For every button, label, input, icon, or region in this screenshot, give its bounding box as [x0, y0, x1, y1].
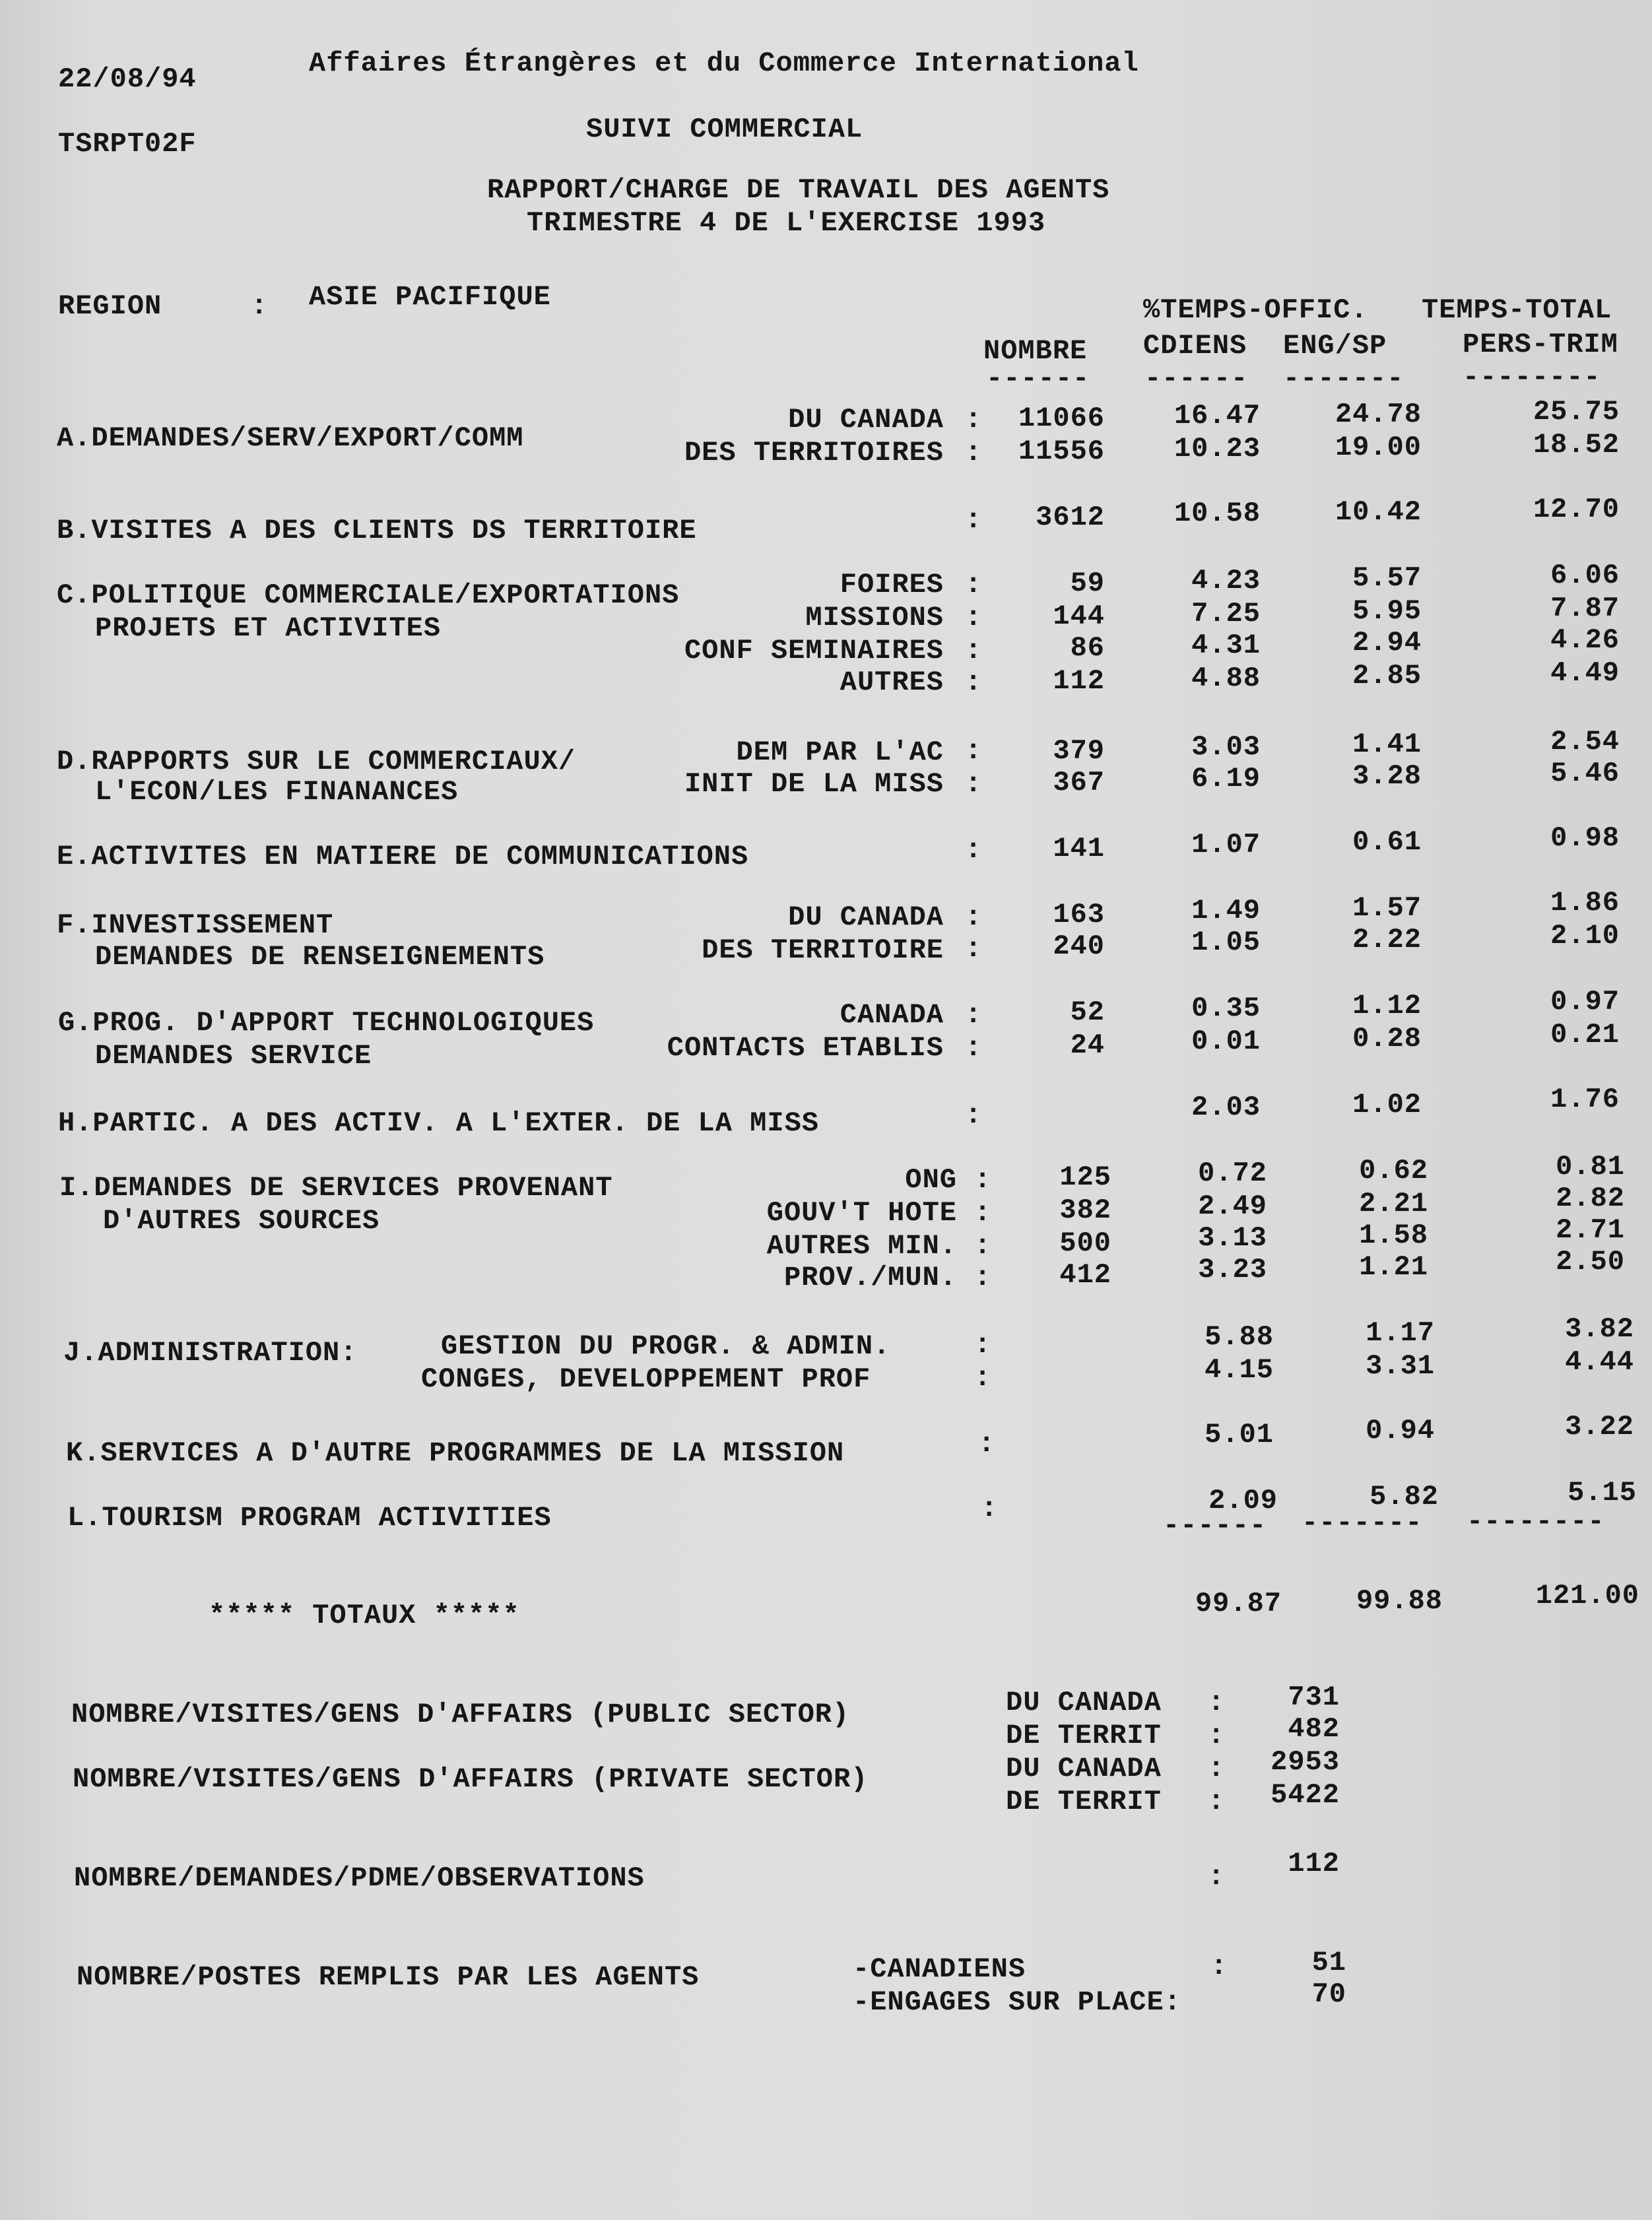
row-category: DEMANDES DE RENSEIGNEMENTS: [95, 941, 545, 973]
row-engsp: 24.78: [1335, 399, 1422, 430]
summary-value: 731: [1288, 1681, 1340, 1713]
column-cdiens-header: CDIENS: [1143, 330, 1247, 362]
column-perstrim-header: PERS-TRIM: [1463, 329, 1618, 360]
row-cdiens: 4.31: [1191, 630, 1261, 661]
row-separator: :: [974, 1262, 992, 1293]
row-separator: :: [965, 933, 983, 965]
row-separator: :: [965, 504, 983, 536]
column-engsp-rule: -------: [1283, 363, 1404, 395]
row-engsp: 0.28: [1352, 1023, 1422, 1055]
row-perstrim: 5.46: [1550, 758, 1620, 789]
row-cdiens: 3.03: [1191, 731, 1261, 763]
row-perstrim: 2.54: [1550, 726, 1620, 758]
totals-perstrim: 121.00: [1535, 1580, 1639, 1612]
row-subcategory: MISSIONS: [805, 602, 944, 634]
summary-sublabel: -ENGAGES SUR PLACE:: [853, 1986, 1181, 2018]
summary-value: 5422: [1271, 1779, 1340, 1811]
row-separator: :: [965, 735, 983, 767]
row-perstrim: 7.87: [1550, 593, 1620, 624]
summary-separator: :: [1208, 1861, 1226, 1893]
row-separator: :: [965, 768, 983, 800]
row-subcategory: CANADA: [840, 999, 944, 1031]
row-cdiens: 3.13: [1198, 1222, 1267, 1254]
row-category: PROJETS ET ACTIVITES: [95, 612, 442, 644]
row-category: B.VISITES A DES CLIENTS DS TERRITOIRE: [57, 515, 697, 546]
row-nombre: 367: [1053, 767, 1105, 799]
row-subcategory: GESTION DU PROGR. & ADMIN.: [441, 1330, 891, 1362]
row-nombre: 59: [1070, 568, 1105, 599]
row-subcategory: AUTRES: [840, 667, 944, 698]
row-category: F.INVESTISSEMENT: [57, 909, 334, 941]
row-category: H.PARTIC. A DES ACTIV. A L'EXTER. DE LA MISS: [58, 1107, 819, 1139]
row-nombre: 500: [1059, 1227, 1111, 1259]
row-nombre: 11556: [1018, 436, 1105, 467]
row-category: D.RAPPORTS SUR LE COMMERCIAUX/: [57, 746, 576, 777]
report-date: 22/08/94: [58, 63, 197, 95]
row-cdiens: 1.49: [1191, 895, 1261, 927]
row-cdiens: 3.23: [1198, 1254, 1267, 1286]
summary-separator: :: [1208, 1687, 1226, 1718]
row-engsp: 1.57: [1352, 892, 1422, 924]
row-subcategory: PROV./MUN.: [783, 1262, 957, 1293]
row-perstrim: 12.70: [1533, 494, 1620, 525]
summary-sublabel: DE TERRIT: [1006, 1786, 1162, 1817]
row-nombre: 86: [1070, 632, 1105, 664]
row-perstrim: 4.49: [1550, 657, 1620, 689]
summary-value: 51: [1311, 1947, 1346, 1978]
summary-label: NOMBRE/DEMANDES/PDME/OBSERVATIONS: [74, 1862, 645, 1894]
row-engsp: 0.94: [1366, 1415, 1435, 1447]
row-cdiens: 7.25: [1191, 598, 1261, 630]
summary-label: NOMBRE/VISITES/GENS D'AFFAIRS (PUBLIC SECTOR): [71, 1699, 850, 1730]
report-title: RAPPORT/CHARGE DE TRAVAIL DES AGENTS: [487, 174, 1110, 206]
row-separator: :: [965, 999, 983, 1031]
row-nombre: 412: [1059, 1259, 1111, 1291]
row-cdiens: 4.23: [1191, 565, 1261, 597]
row-engsp: 2.21: [1359, 1188, 1428, 1220]
row-perstrim: 4.44: [1565, 1346, 1634, 1378]
totals-cdiens: 99.87: [1195, 1588, 1282, 1619]
row-subcategory: DES TERRITOIRES: [684, 437, 944, 469]
row-perstrim: 2.10: [1550, 920, 1620, 952]
row-nombre: 163: [1053, 899, 1105, 930]
row-subcategory: ONG: [905, 1164, 957, 1196]
totals-engsp-rule: -------: [1302, 1507, 1423, 1539]
row-subcategory: DU CANADA: [788, 901, 944, 933]
row-perstrim: 2.50: [1556, 1246, 1625, 1278]
row-separator: :: [965, 834, 983, 866]
row-perstrim: 3.22: [1565, 1411, 1634, 1443]
row-separator: :: [965, 569, 983, 601]
row-engsp: 2.94: [1352, 627, 1422, 659]
row-engsp: 0.61: [1352, 826, 1422, 858]
column-engsp-header: ENG/SP: [1283, 330, 1387, 362]
row-cdiens: 4.15: [1205, 1354, 1274, 1386]
row-cdiens: 5.88: [1205, 1321, 1274, 1353]
column-group-header: %TEMPS-OFFIC.: [1143, 294, 1368, 326]
column-perstrim-rule: --------: [1463, 362, 1601, 393]
row-engsp: 1.41: [1352, 729, 1422, 760]
region-value: ASIE PACIFIQUE: [309, 281, 551, 313]
row-perstrim: 3.82: [1565, 1313, 1634, 1345]
row-perstrim: 0.81: [1556, 1151, 1625, 1183]
row-nombre: 379: [1053, 735, 1105, 767]
row-cdiens: 0.72: [1198, 1158, 1267, 1189]
row-category: K.SERVICES A D'AUTRE PROGRAMMES DE LA MISSION: [66, 1437, 845, 1469]
row-nombre: 141: [1053, 833, 1105, 865]
summary-separator: :: [1208, 1720, 1226, 1751]
row-category: E.ACTIVITES EN MATIERE DE COMMUNICATIONS: [57, 841, 749, 872]
row-nombre: 24: [1070, 1029, 1105, 1061]
row-separator: :: [965, 635, 983, 667]
row-engsp: 0.62: [1359, 1155, 1428, 1187]
row-perstrim: 0.97: [1550, 986, 1620, 1018]
row-cdiens: 1.05: [1191, 927, 1261, 958]
summary-value: 70: [1311, 1978, 1346, 2010]
row-separator: :: [981, 1493, 999, 1524]
column-nombre-header: NOMBRE: [983, 335, 1088, 367]
row-category: J.ADMINISTRATION:: [63, 1337, 358, 1369]
row-subcategory: DU CANADA: [788, 404, 944, 436]
summary-value: 112: [1288, 1848, 1340, 1879]
row-engsp: 5.82: [1370, 1481, 1439, 1513]
row-category: I.DEMANDES DE SERVICES PROVENANT: [59, 1172, 613, 1204]
totals-perstrim-rule: --------: [1467, 1506, 1605, 1538]
row-engsp: 1.17: [1366, 1317, 1435, 1349]
summary-sublabel: DU CANADA: [1006, 1687, 1162, 1718]
row-perstrim: 1.86: [1550, 887, 1620, 919]
row-category: C.POLITIQUE COMMERCIALE/EXPORTATIONS: [57, 579, 680, 611]
totals-cdiens-rule: ------: [1163, 1510, 1267, 1542]
summary-value: 2953: [1271, 1746, 1340, 1778]
row-engsp: 1.12: [1352, 990, 1422, 1022]
region-separator: :: [251, 290, 269, 322]
row-cdiens: 16.47: [1173, 400, 1261, 432]
row-cdiens: 0.01: [1191, 1026, 1261, 1057]
row-cdiens: 10.23: [1173, 433, 1261, 465]
row-perstrim: 5.15: [1568, 1477, 1637, 1509]
row-cdiens: 4.88: [1191, 663, 1261, 694]
row-separator: :: [965, 602, 983, 634]
row-separator: :: [965, 437, 983, 469]
row-subcategory: GOUV'T HOTE: [766, 1197, 957, 1229]
column-nombre-rule: ------: [986, 363, 1090, 395]
row-engsp: 19.00: [1335, 432, 1422, 463]
row-perstrim: 0.21: [1550, 1019, 1620, 1051]
row-engsp: 10.42: [1335, 496, 1422, 528]
row-nombre: 52: [1070, 996, 1105, 1028]
summary-sublabel: -CANADIENS: [853, 1953, 1026, 1985]
row-subcategory: CONGES, DEVELOPPEMENT PROF: [421, 1363, 871, 1395]
row-separator: :: [974, 1230, 992, 1262]
row-category: G.PROG. D'APPORT TECHNOLOGIQUES: [58, 1007, 595, 1039]
region-label: REGION: [58, 290, 162, 322]
row-cdiens: 10.58: [1173, 498, 1261, 529]
row-engsp: 5.95: [1352, 595, 1422, 627]
row-separator: :: [965, 667, 983, 698]
ministry-name: Affaires Étrangères et du Commerce International: [309, 48, 1139, 79]
row-nombre: 125: [1059, 1161, 1111, 1193]
row-engsp: 5.57: [1352, 562, 1422, 594]
row-perstrim: 18.52: [1533, 429, 1620, 461]
row-perstrim: 25.75: [1533, 396, 1620, 428]
row-separator: :: [965, 404, 983, 436]
row-engsp: 2.85: [1352, 660, 1422, 692]
row-nombre: 112: [1053, 665, 1105, 697]
row-engsp: 1.58: [1359, 1220, 1428, 1251]
row-nombre: 11066: [1018, 403, 1105, 434]
row-subcategory: FOIRES: [840, 569, 944, 601]
row-cdiens: 2.09: [1208, 1485, 1278, 1517]
report-code: TSRPT02F: [58, 128, 197, 160]
row-nombre: 240: [1053, 930, 1105, 962]
summary-sublabel: DU CANADA: [1006, 1753, 1162, 1784]
row-cdiens: 6.19: [1191, 763, 1261, 795]
row-cdiens: 2.49: [1198, 1191, 1267, 1222]
summary-value: 482: [1288, 1713, 1340, 1745]
row-subcategory: AUTRES MIN.: [766, 1230, 957, 1262]
summary-label: NOMBRE/VISITES/GENS D'AFFAIRS (PRIVATE SECTOR): [73, 1763, 869, 1795]
row-engsp: 3.31: [1366, 1350, 1435, 1382]
row-subcategory: CONTACTS ETABLIS: [667, 1032, 944, 1064]
row-category: DEMANDES SERVICE: [95, 1040, 372, 1072]
row-category: L.TOURISM PROGRAM ACTIVITIES: [67, 1502, 552, 1534]
row-nombre: 3612: [1036, 502, 1105, 533]
row-engsp: 2.22: [1352, 924, 1422, 956]
row-separator: :: [965, 901, 983, 933]
row-cdiens: 2.03: [1191, 1092, 1261, 1123]
row-separator: :: [965, 1099, 983, 1131]
summary-separator: :: [1208, 1786, 1226, 1817]
row-nombre: 382: [1059, 1194, 1111, 1226]
row-separator: :: [974, 1329, 992, 1361]
summary-label: NOMBRE/POSTES REMPLIS PAR LES AGENTS: [77, 1961, 700, 1993]
row-engsp: 3.28: [1352, 760, 1422, 792]
row-subcategory: INIT DE LA MISS: [684, 768, 944, 800]
row-perstrim: 6.06: [1550, 560, 1620, 591]
row-perstrim: 4.26: [1550, 624, 1620, 656]
row-separator: :: [974, 1362, 992, 1394]
row-perstrim: 2.82: [1556, 1183, 1625, 1214]
row-cdiens: 5.01: [1205, 1419, 1274, 1451]
row-perstrim: 1.76: [1550, 1084, 1620, 1115]
row-perstrim: 2.71: [1556, 1214, 1625, 1246]
row-separator: :: [978, 1428, 996, 1460]
row-subcategory: DES TERRITOIRE: [702, 934, 944, 966]
system-name: SUIVI COMMERCIAL: [586, 114, 863, 145]
row-cdiens: 0.35: [1191, 993, 1261, 1024]
summary-separator: :: [1208, 1753, 1226, 1784]
row-category: D'AUTRES SOURCES: [103, 1205, 380, 1237]
report-period: TRIMESTRE 4 DE L'EXERCISE 1993: [527, 207, 1046, 239]
row-separator: :: [965, 1032, 983, 1064]
summary-separator: :: [1210, 1951, 1228, 1982]
row-perstrim: 0.98: [1550, 822, 1620, 854]
summary-sublabel: DE TERRIT: [1006, 1720, 1162, 1751]
totals-label: ***** TOTAUX *****: [209, 1600, 520, 1631]
row-category: L'ECON/LES FINANANCES: [95, 776, 459, 808]
row-engsp: 1.02: [1352, 1089, 1422, 1121]
row-cdiens: 1.07: [1191, 829, 1261, 861]
totals-engsp: 99.88: [1356, 1585, 1443, 1617]
row-subcategory: DEM PAR L'AC: [736, 736, 944, 768]
row-engsp: 1.21: [1359, 1251, 1428, 1283]
row-category: A.DEMANDES/SERV/EXPORT/COMM: [57, 422, 524, 454]
column-total-header: TEMPS-TOTAL: [1422, 294, 1612, 326]
row-separator: :: [974, 1197, 992, 1229]
column-cdiens-rule: ------: [1144, 363, 1249, 395]
row-subcategory: CONF SEMINAIRES: [684, 635, 944, 667]
row-nombre: 144: [1053, 601, 1105, 632]
row-separator: :: [974, 1164, 992, 1196]
